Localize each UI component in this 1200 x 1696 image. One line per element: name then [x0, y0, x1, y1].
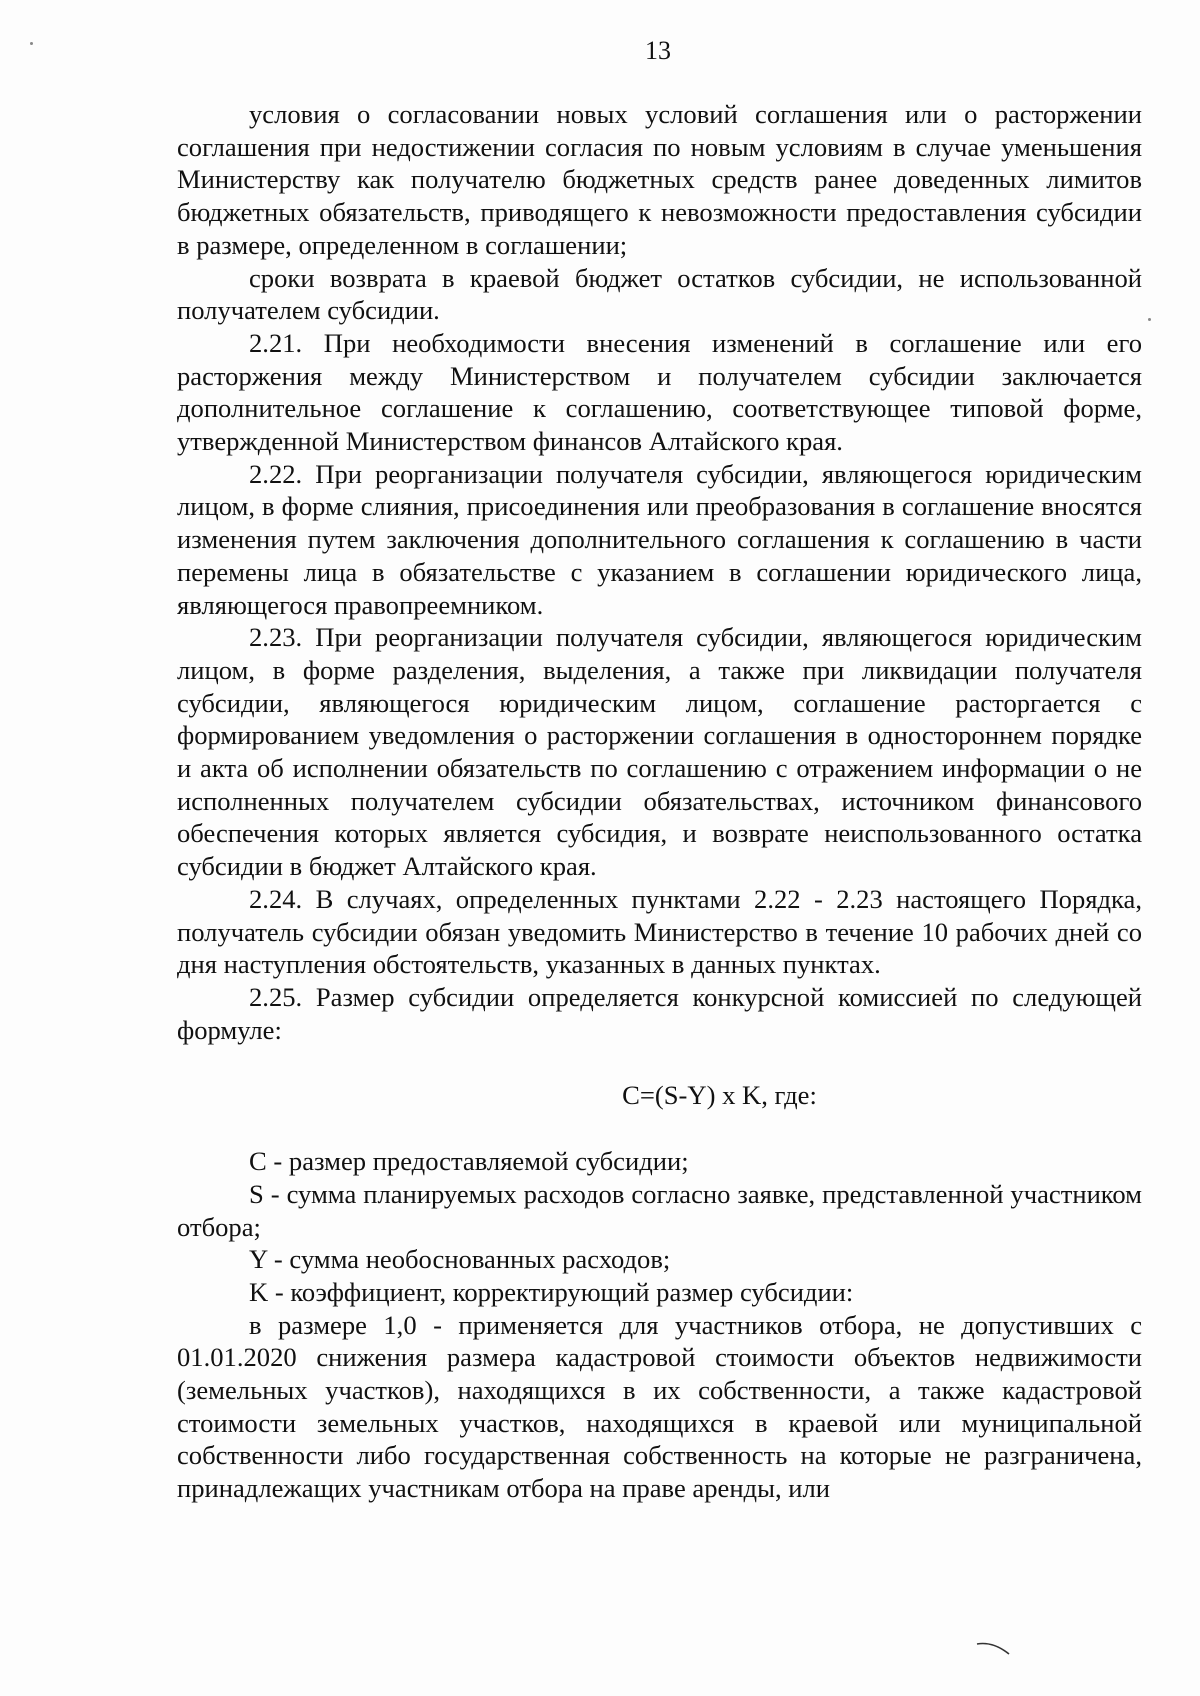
paragraph-2-24: 2.24. В случаях, определенных пунктами 2.22 - 2.23 настоящего Порядка, получатель субсидии обязан уведомить Министерство в течение 10 рабочих дней со дня наступления обстоятельств, указанных в данных пунктах.: [177, 883, 1142, 980]
paragraph-2-23: 2.23. При реорганизации получателя субсидии, являющегося юридическим лицом, в форме разделения, выделения, а также при ликвидации получателя субсидии, являющегося юридическим лицом, соглашение расторгается с формированием уведомления о расторжении соглашения в одностороннем порядке и акта об исполнении обязательств по соглашению с отражением информации о не исполненных получателем субсидии обязательствах, источником финансового обеспечения которых является субсидия, и возврате неиспользованного остатка субсидии в бюджет Алтайского края.: [177, 622, 1142, 882]
definition-y: Y - сумма необоснованных расходов;: [249, 1244, 671, 1275]
paragraph-2-25: 2.25. Размер субсидии определяется конкурсной комиссией по следующей формуле:: [177, 981, 1142, 1045]
scan-dot-mark: [30, 42, 33, 45]
paragraph-return-deadlines: сроки возврата в краевой бюджет остатков субсидии, не использованной получателем субсидии.: [177, 262, 1142, 326]
definition-k-1-0: в размере 1,0 - применяется для участников отбора, не допустивших с 01.01.2020 снижения размера кадастровой стоимости объектов недвижимости (земельных участков), находящихся в их собственности, а также кадастровой стоимости земельных участков, находящихся в краевой или муниципальной собственности либо государственная собственность на которые не разграничена, принадлежащих участникам отбора на праве аренды, или: [177, 1309, 1142, 1504]
definition-c: C - размер предоставляемой субсидии;: [249, 1146, 689, 1177]
pen-stroke-mark: [975, 1640, 1015, 1660]
document-body: [177, 98, 1142, 1505]
definition-k: K - коэффициент, корректирующий размер субсидии:: [249, 1276, 854, 1307]
subsidy-formula: C=(S-Y) x K, где:: [622, 1080, 817, 1111]
paragraph-conditions: условия о согласовании новых условий соглашения или о расторжении соглашения при недостижении согласия по новым условиям в случае уменьшения Министерству как получателю бюджетных средств ранее доведенных лимитов бюджетных обязательств, приводящего к невозможности предоставления субсидии в размере, определенном в соглашении;: [177, 99, 1142, 260]
paragraph-2-21: 2.21. При необходимости внесения изменений в соглашение или его расторжения между Министерством и получателем субсидии заключается дополнительное соглашение к соглашению, соответствующее типовой форме, утвержденной Министерством финансов Алтайского края.: [177, 327, 1142, 457]
page-number: 13: [645, 36, 671, 65]
paragraph-2-22: 2.22. При реорганизации получателя субсидии, являющегося юридическим лицом, в форме слияния, присоединения или преобразования в соглашение вносятся изменения путем заключения дополнительного соглашения к соглашению в части перемены лица в обязательстве с указанием в соглашении юридического лица, являющегося правопреемником.: [177, 458, 1142, 620]
scan-dot-mark: [1148, 318, 1151, 321]
definition-s: S - сумма планируемых расходов согласно заявке, представленной участником отбора;: [177, 1178, 1142, 1242]
